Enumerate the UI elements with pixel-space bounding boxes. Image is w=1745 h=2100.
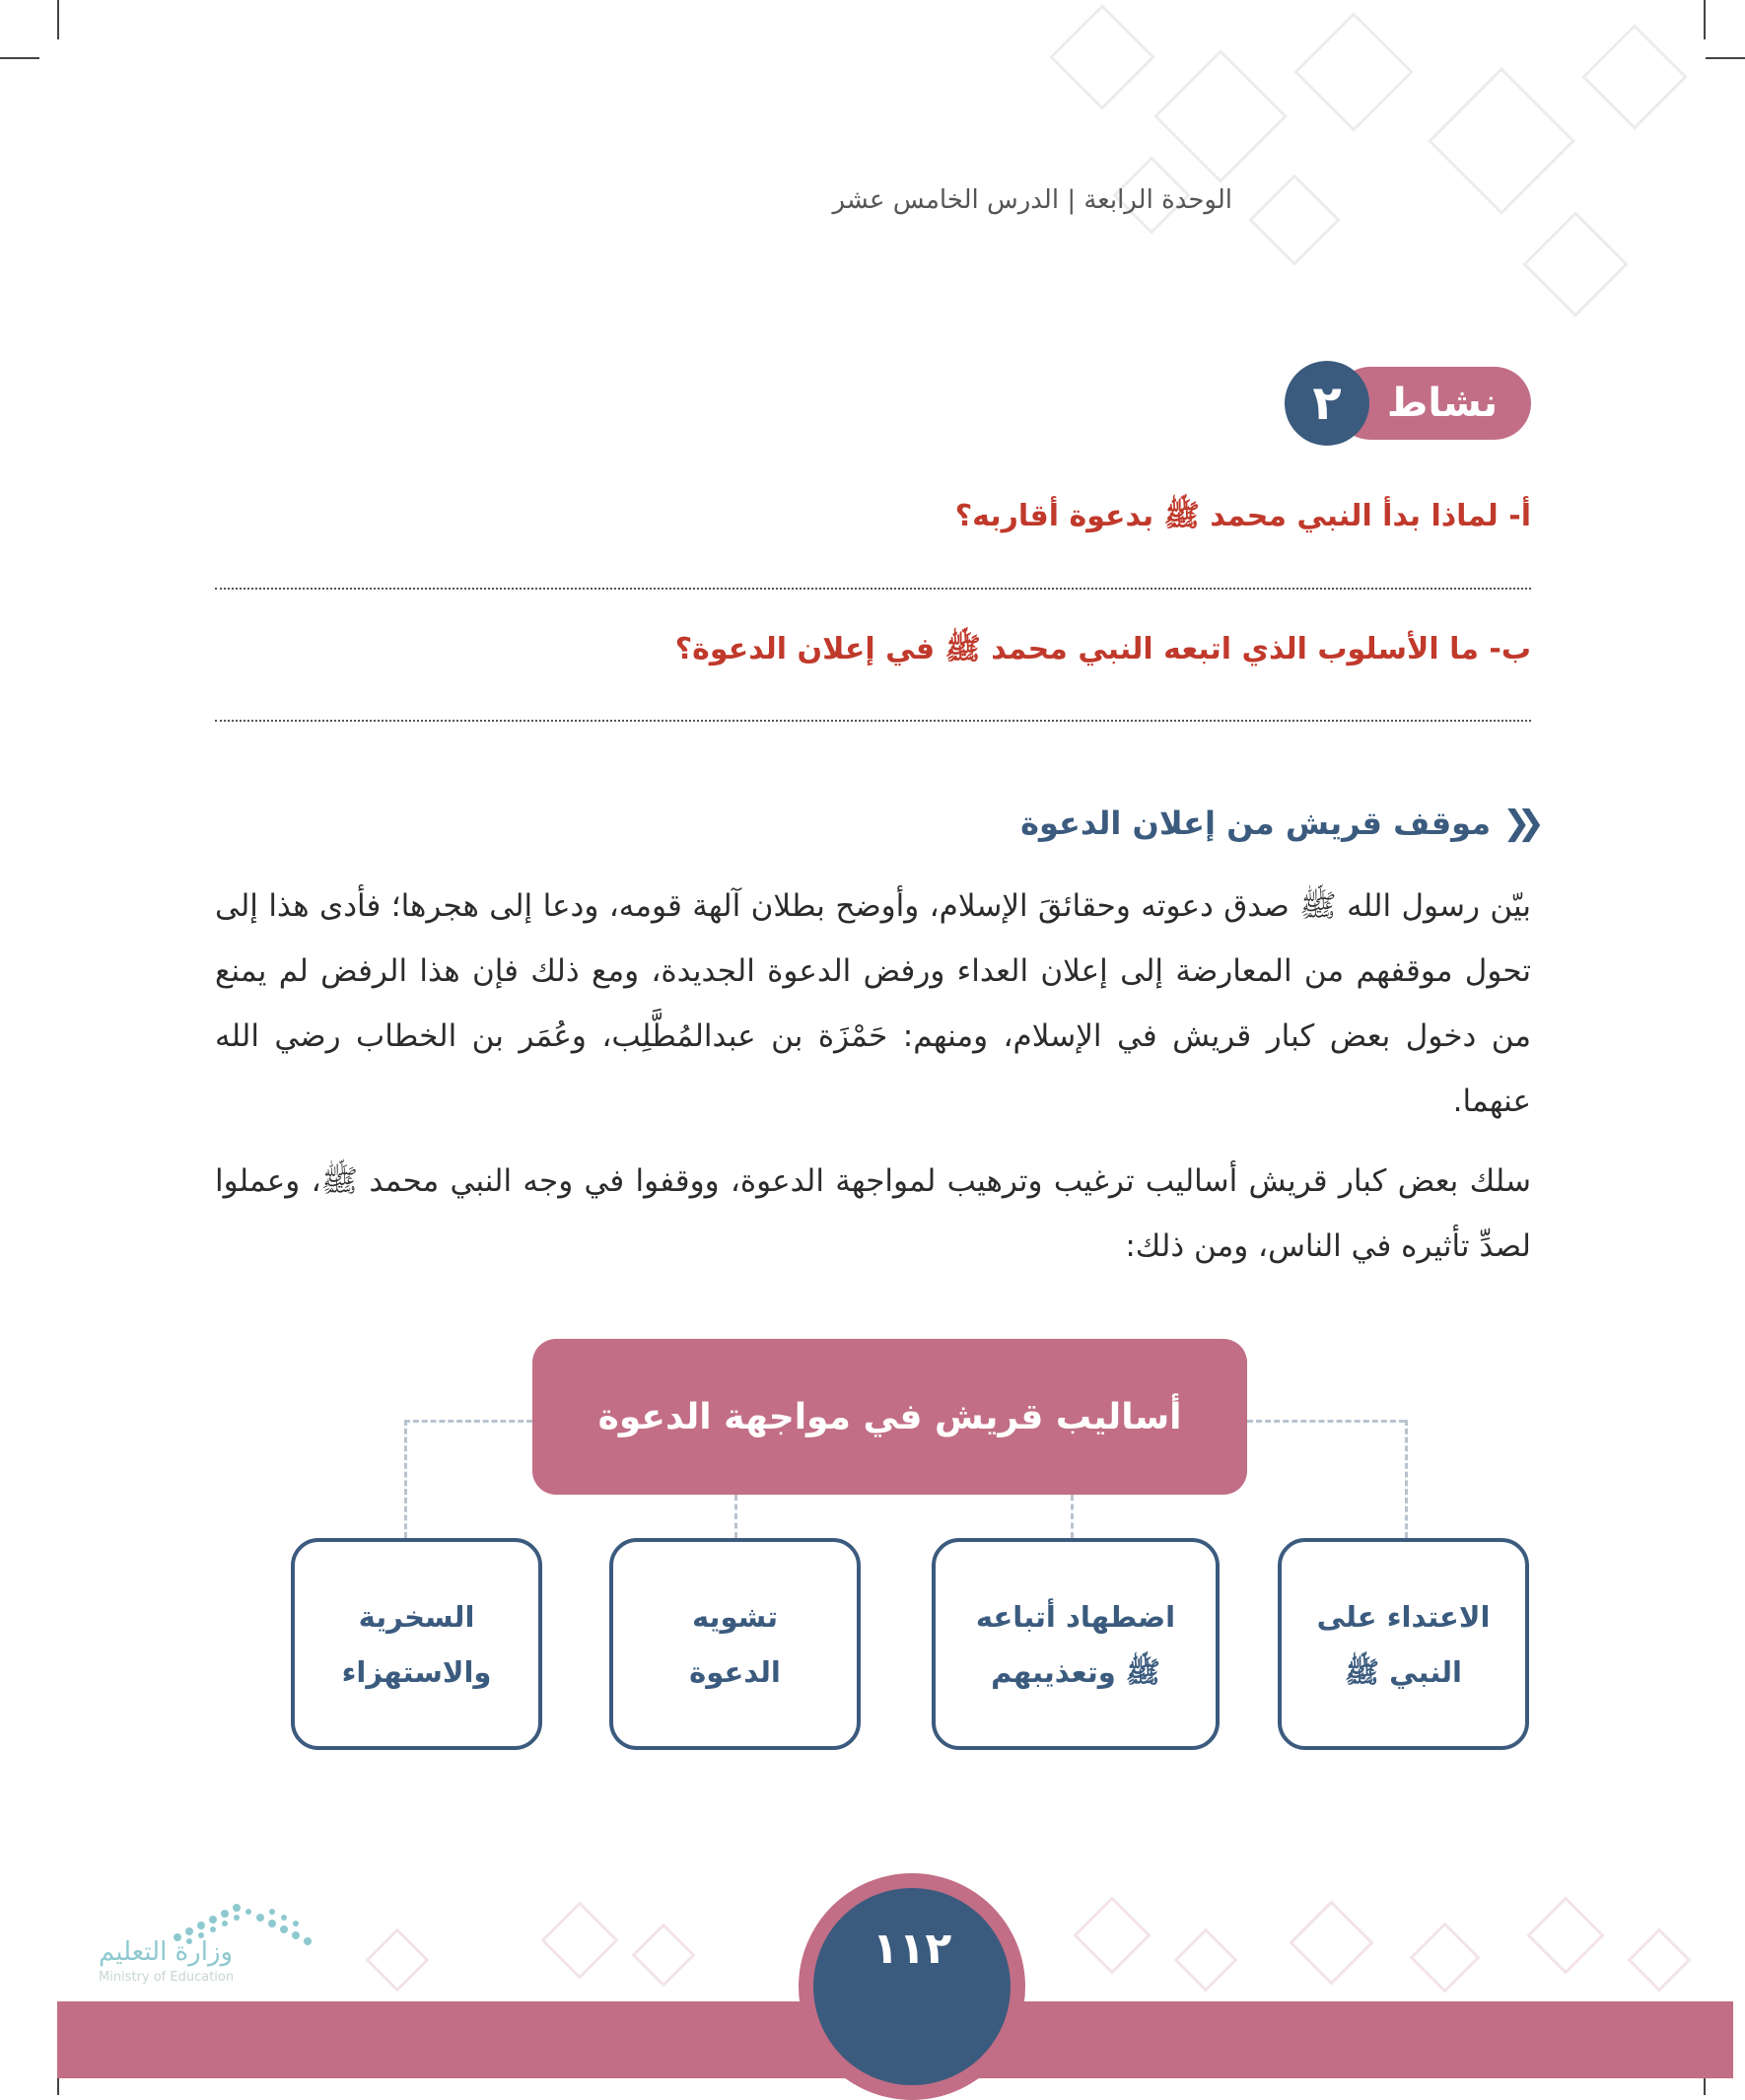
diagram-item: [291, 1538, 542, 1750]
crop-mark: [57, 0, 59, 39]
connector-line: [734, 1495, 737, 1538]
diagram-item-line1: الاعتداء على: [1316, 1599, 1491, 1634]
decor-diamond: [1428, 67, 1575, 215]
diagram-item: [1278, 1538, 1529, 1750]
question-a: أ- لماذا بدأ النبي محمد ﷺ بدعوة أقاربه؟: [954, 499, 1531, 533]
section-title: [1020, 804, 1531, 843]
activity-number: ٢: [1285, 361, 1369, 446]
diagram-item-line1: تشويه: [691, 1599, 779, 1634]
activity-label: نشاط: [1334, 367, 1531, 440]
crop-mark: [1704, 0, 1706, 39]
section-title-text: موقف قريش من إعلان الدعوة: [1020, 805, 1492, 842]
diagram-item-line2: النبي ﷺ: [1345, 1654, 1462, 1689]
diagram-title: أساليب قريش في مواجهة الدعوة: [597, 1396, 1182, 1437]
connector-line: [404, 1420, 407, 1538]
decor-diamond: [540, 1901, 618, 1979]
ministry-name: وزارة التعليم: [99, 1937, 234, 1967]
connector-line: [404, 1420, 532, 1423]
question-b: ب- ما الأسلوب الذي اتبعه النبي محمد ﷺ في إعلان الدعوة؟: [674, 632, 1531, 666]
crop-mark: [1706, 57, 1745, 59]
diagram-item-line1: اضطهاد أتباعه: [975, 1599, 1176, 1634]
double-chevron-icon: ❮❮: [1502, 804, 1531, 843]
decor-diamond: [1581, 24, 1687, 129]
diagram-item-line2: ﷺ وتعذيبهم: [991, 1654, 1160, 1689]
connector-line: [1405, 1420, 1408, 1538]
crop-mark: [0, 57, 39, 59]
decor-diamond: [1409, 1922, 1480, 1993]
decor-diamond: [1526, 1896, 1604, 1974]
connector-line: [1071, 1495, 1074, 1538]
paragraph-2: سلك بعض كبار قريش أساليب ترغيب وترهيب لمواجهة الدعوة، ووقفوا في وجه النبي محمد ﷺ، وعملوا لصدِّ تأثيره في الناس، ومن ذلك:: [215, 1163, 1531, 1264]
paragraph-1: بيّن رسول الله ﷺ صدق دعوته وحقائقَ الإسلام، وأوضح بطلان آلهة قومه، ودعا إلى هجرها؛ فأدى هذا إلى تحول موقفهم من المعارضة إلى إعلان العداء ورفض الدعوة الجديدة، ومع ذلك فإن هذا الرفض لم يمنع من دخول بعض كبار قريش في الإسلام، ومنهم: حَمْزَة بن عبدالمُطَّلِب، وعُمَر بن الخطاب رضي الله عنهما.: [215, 888, 1531, 1119]
activity-badge: [1285, 361, 1531, 446]
decor-diamond: [1248, 174, 1340, 265]
page-number: ١١٢: [813, 1888, 1011, 2085]
decor-diamond: [1073, 1896, 1151, 1974]
decor-diamond: [1293, 12, 1414, 132]
decor-diamond: [1627, 1927, 1691, 1992]
diagram-item-line1: السخرية: [358, 1599, 475, 1634]
diagram-item: [932, 1538, 1220, 1750]
decor-diamond: [365, 1927, 429, 1992]
diagram-item-line2: والاستهزاء: [341, 1654, 492, 1689]
decor-diamond: [1153, 49, 1288, 183]
answer-line-b[interactable]: [215, 718, 1531, 722]
decor-diamond: [1173, 1927, 1237, 1992]
diagram-item: [609, 1538, 861, 1750]
answer-line-a[interactable]: [215, 586, 1531, 590]
connector-line: [1247, 1420, 1405, 1423]
decor-diamond: [1289, 1900, 1373, 1985]
decor-diamond: [1522, 211, 1628, 316]
decor-diamond: [1049, 4, 1154, 109]
diagram-title-box: [532, 1339, 1247, 1495]
decor-diamond: [631, 1923, 695, 1987]
breadcrumb: الوحدة الرابعة | الدرس الخامس عشر: [832, 185, 1232, 215]
ministry-name-en: Ministry of Education: [99, 1970, 235, 1985]
diagram-item-line2: الدعوة: [689, 1654, 781, 1689]
